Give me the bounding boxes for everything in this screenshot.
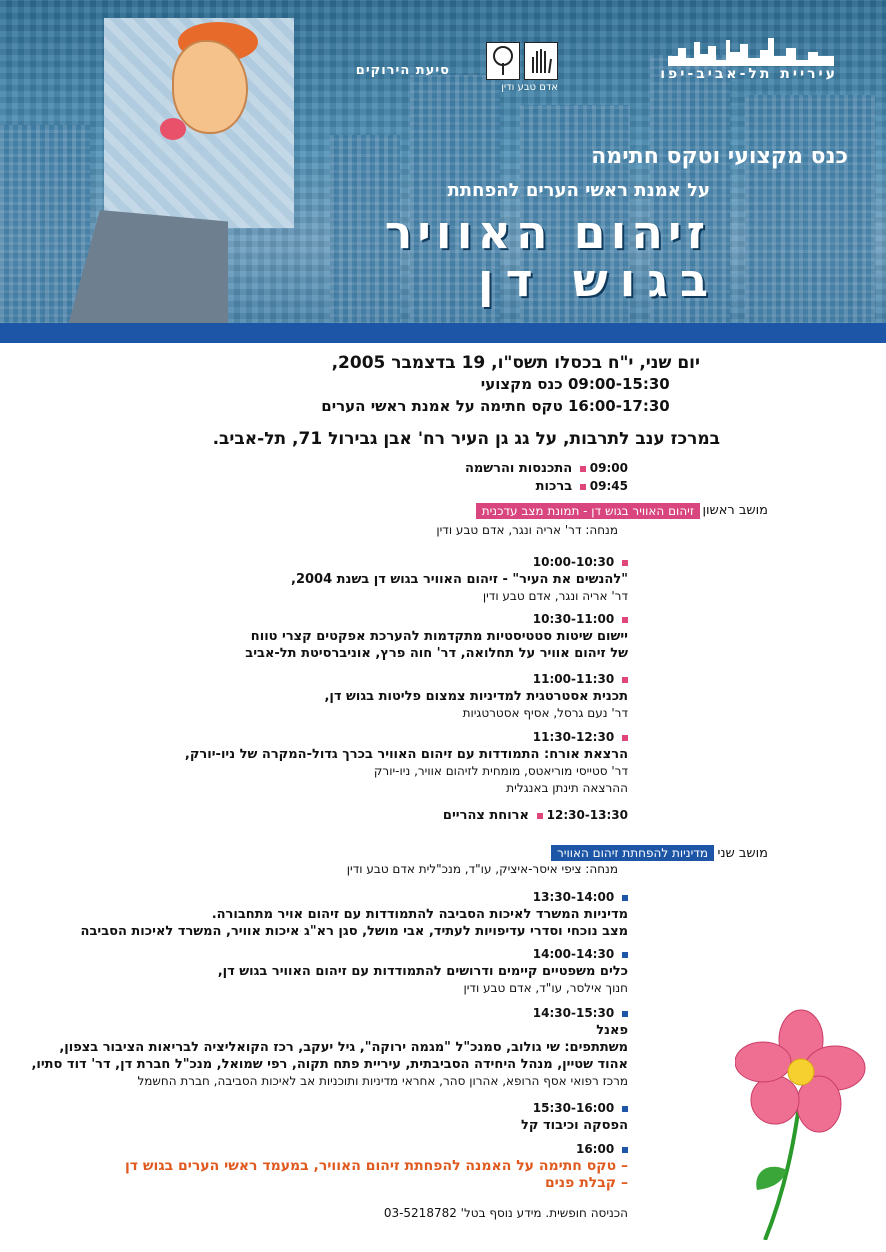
agenda-title: "להנשים את העיר" - זיהום האוויר בגוש דן בשנת 2004, [291, 572, 628, 587]
session-label: מושב שני [717, 846, 768, 861]
flower-icon [735, 1000, 875, 1240]
title-main: זיהום האוויר [384, 205, 710, 259]
agenda-item [8, 729, 628, 797]
schedule-row [110, 375, 670, 393]
agenda-speaker: דר' אריה ונגר, אדם טבע ודין [482, 589, 628, 603]
agenda-title: מדיניות המשרד לאיכות הסביבה להתמודדות עם זיהום אויר מתחבורה. [211, 907, 628, 922]
bullet-icon [580, 466, 586, 472]
session-moderator: מנחה: ציפי איסר-איציק, עו"ד, מנכ"לית אדם טבע ודין [346, 862, 618, 876]
bullet-icon [622, 1011, 628, 1017]
title-line-1: כנס מקצועי וטקס חתימה [591, 144, 848, 169]
bullet-icon [622, 1147, 628, 1153]
closing-line: קבלת פנים [544, 1175, 617, 1191]
session-title: מדיניות להפחתת זיהום האוויר [551, 845, 714, 861]
agenda-time: 15:30-16:00 [532, 1101, 615, 1115]
closing-reception: – קבלת פנים [544, 1175, 628, 1191]
schedule-label: טקס חתימה על אמנת ראשי הערים [321, 397, 563, 415]
venue: במרכז ענב לתרבות, על גג גן העיר רח' אבן גבירול 71, תל-אביב. [212, 429, 720, 449]
adam-teva-vadin-logo [486, 42, 558, 94]
agenda-time: 12:30-13:30 [546, 808, 628, 822]
agenda-title: ארוחת צהריים [442, 808, 529, 823]
agenda-time: 14:00-14:30 [532, 947, 615, 961]
agenda-title: ברכות [535, 479, 573, 494]
agenda-item [8, 671, 628, 722]
session-label: מושב ראשון [702, 503, 768, 518]
agenda-time: 16:00 [575, 1142, 615, 1156]
agenda-item [8, 1100, 628, 1134]
agenda-speaker: מצב נוכחי וסדרי עדיפויות לעתיד, אבי מושל, סגן רא"ג איכות אוויר, המשרד לאיכות הסביבה [80, 924, 628, 939]
city-name: עיריית תל-אביב-יפו [660, 66, 838, 82]
skyline-logo-icon [668, 36, 834, 66]
character-face [172, 40, 248, 134]
agenda-time: 13:30-14:00 [532, 890, 615, 904]
bullet-icon [580, 484, 586, 490]
title-line-2: על אמנת ראשי הערים להפחתת [447, 180, 710, 201]
closing-ceremony: – טקס חתימה על האמנה להפחתת זיהום האוויר, במעמד ראשי הערים בגוש דן [124, 1158, 628, 1174]
schedule-label: כנס מקצועי [480, 375, 563, 393]
agenda-title: תכנית אסטרטגית למדיניות צמצום פליטות בגוש דן, [324, 689, 628, 704]
agenda-item [8, 807, 628, 824]
agenda-title: יישום שיטות סטטיסטיות מתקדמות להערכת אפקטים קצרי טווח [250, 629, 628, 644]
agenda-time: 09:00 [589, 461, 628, 475]
event-date: יום שני, י"ח בכסלו תשס"ו, 19 בדצמבר 2005, [331, 353, 700, 373]
agenda-title: הרצאת אורח: התמודדות עם זיהום האוויר בכרך גדול-המקרה של ניו-יורק, [184, 747, 628, 762]
hero-banner [0, 0, 886, 325]
agenda-time: 11:30-12:30 [532, 730, 615, 744]
building-image [745, 95, 875, 325]
agenda-speaker: דר' סטייסי מוריאטס, מומחית לזיהום אוויר, ניו-יורק [373, 764, 628, 778]
bullet-icon [622, 617, 628, 623]
agenda-item [8, 554, 628, 605]
schedule-row [110, 397, 670, 415]
session-moderator: מנחה: דר' אריה ונגר, אדם טבע ודין [436, 523, 618, 537]
agenda-title: פאנל [596, 1023, 628, 1038]
tree-icon [486, 42, 520, 80]
agenda-time: 10:00-10:30 [532, 555, 615, 569]
logo-caption: אדם טבע ודין [501, 82, 558, 93]
bullet-icon [622, 895, 628, 901]
agenda-item [8, 460, 628, 477]
agenda-speaker: של זיהום אוויר על תחלואה, דר' חוה פרץ, אוניברסיטת תל-אביב [245, 646, 628, 661]
bullet-icon [622, 735, 628, 741]
session-title: זיהום האוויר בגוש דן - תמונת מצב עדכנית [476, 503, 700, 519]
agenda-note: ההרצאה תינתן באנגלית [506, 781, 628, 795]
rose-icon [160, 118, 186, 140]
divider-stripe [0, 323, 886, 343]
bullet-icon [537, 813, 543, 819]
bullet-icon [622, 560, 628, 566]
agenda-item [8, 889, 628, 940]
agenda-item [8, 946, 628, 997]
panel-participants: משתתפים: שי גולוב, סמנכ"ל "מגמה ירוקה", גיל יעקב, רכז הקואליציה לבריאות הציבור בצפון, [59, 1040, 628, 1055]
bullet-icon [622, 952, 628, 958]
agenda-time: 09:45 [589, 479, 628, 493]
agenda-time: 14:30-15:30 [532, 1006, 615, 1020]
schedule-time: 09:00-15:30 [568, 375, 670, 393]
agenda-item [8, 1141, 628, 1192]
panel-participants: אהוד שטיין, מנהל היחידה הסביבתית, עיריית פתח תקוה, רפי שמואל, מנכ"ל חברת דן, דר' דוד סתיו, [31, 1057, 628, 1072]
panel-participants: מרכז רפואי אסף הרופא, אהרון סהר, אחראי מדיניות ותוכניות אב לאיכות הסביבה, חברת החשמל [137, 1074, 628, 1088]
closing-line: טקס חתימה על האמנה להפחתת זיהום האוויר, במעמד ראשי הערים בגוש דן [124, 1158, 617, 1174]
agenda-item [8, 478, 628, 495]
agenda-item [8, 1005, 628, 1090]
agenda-item [8, 611, 628, 662]
agenda-title: כלים משפטיים קיימים ודרושים להתמודדות עם זיהום האוויר בגוש דן, [217, 964, 628, 979]
hand-icon [524, 42, 558, 80]
bullet-icon [622, 1106, 628, 1112]
agenda-title: התכנסות והרשמה [464, 461, 573, 476]
schedule-time: 16:00-17:30 [568, 397, 670, 415]
agenda-title: הפסקה וכיבוד קל [521, 1118, 628, 1133]
agenda-time: 11:00-11:30 [532, 672, 615, 686]
title-main-2: בגוש דן [477, 253, 720, 307]
bullet-icon [622, 677, 628, 683]
footer-note: הכניסה חופשית. מידע נוסף בטל' 03-5218782 [383, 1206, 628, 1220]
agenda-speaker: דר' נעם גרסל, אסיף אסטרטגיות [462, 706, 628, 720]
agenda-speaker: חנוך אילסר, עו"ד, אדם טבע ודין [463, 981, 628, 995]
agenda-time: 10:30-11:00 [532, 612, 615, 626]
sponsor-name: סיעת הירוקים [355, 63, 450, 78]
